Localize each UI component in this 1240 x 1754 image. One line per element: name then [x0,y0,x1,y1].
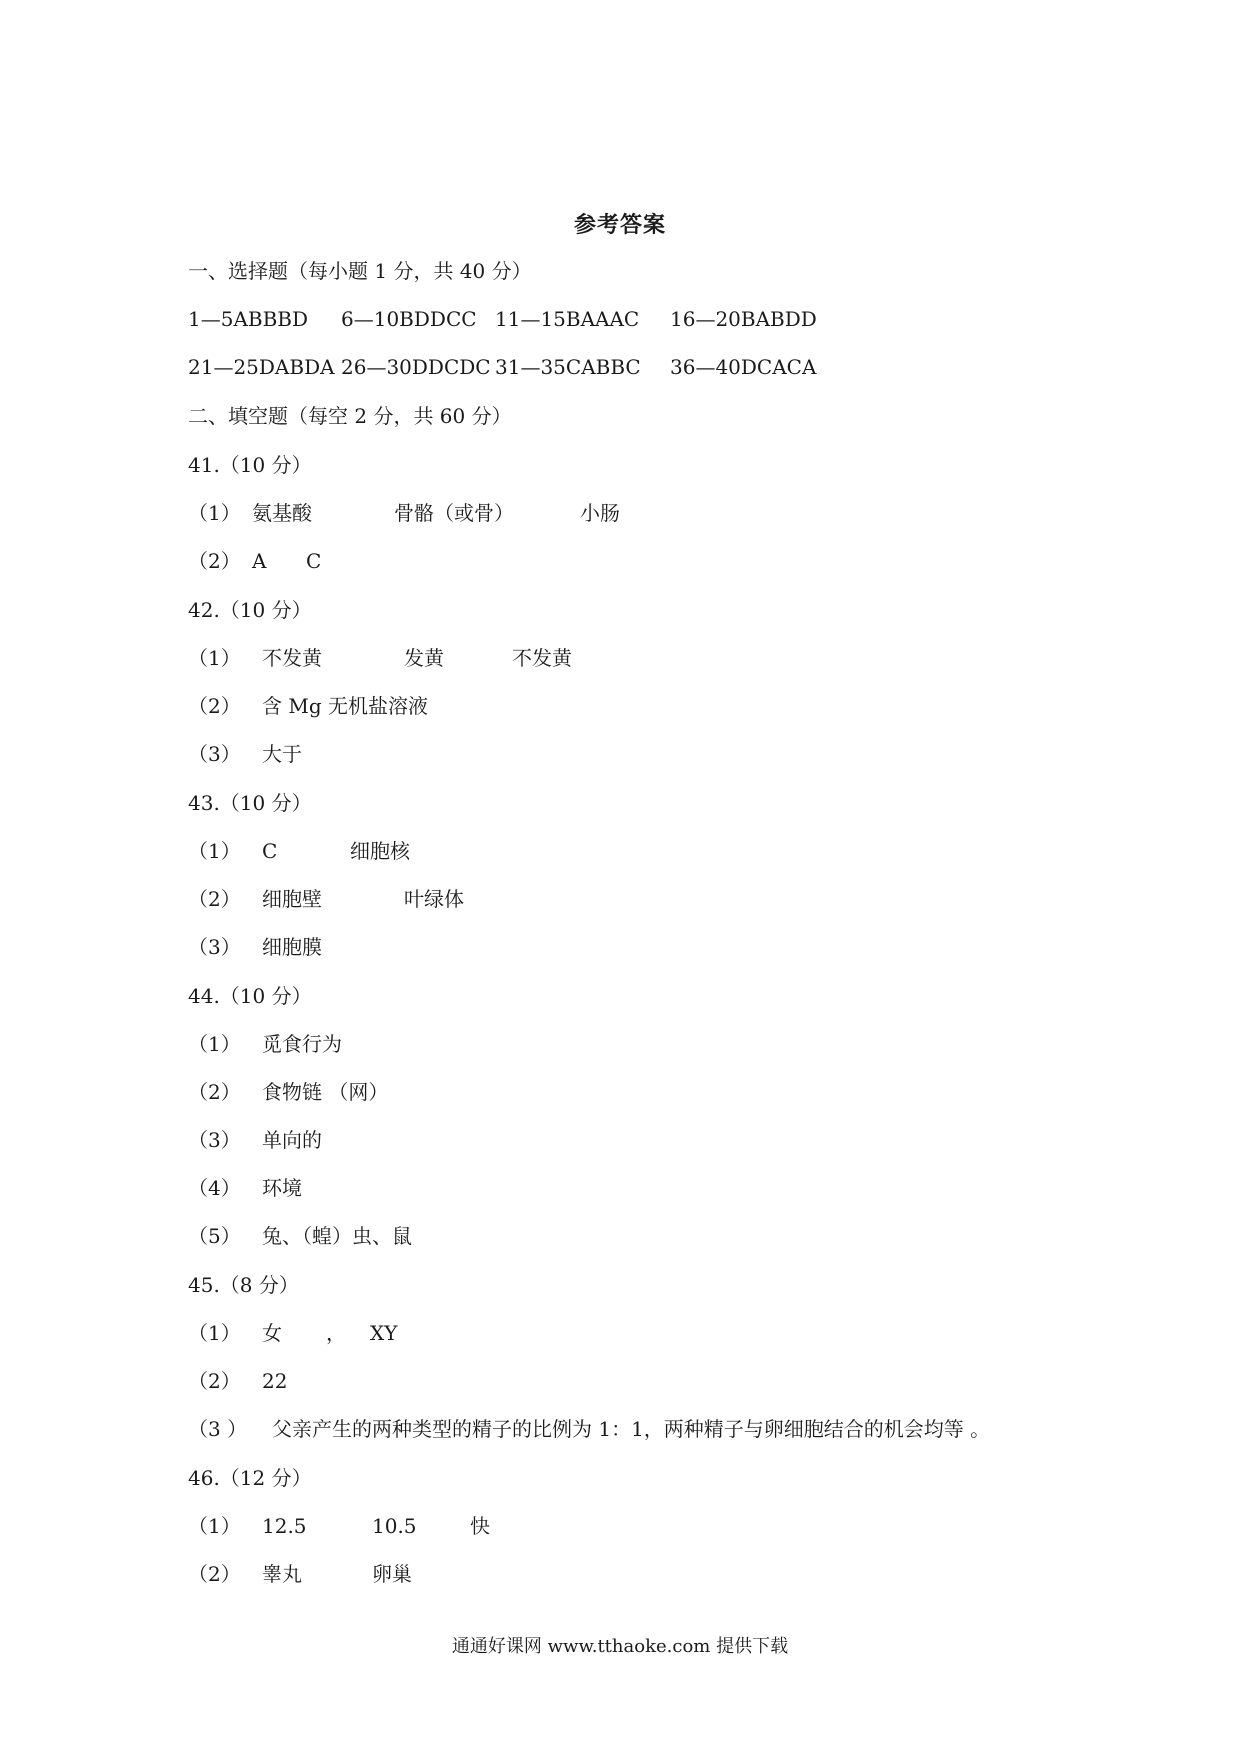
sub-question-label: （1） [188,839,241,863]
answer-text: 骨骼（或骨） [394,501,514,525]
question-header-44: 44.（10 分） [188,984,312,1008]
choice-answer-group: 21—25DABDA [188,355,335,379]
answer-text: 10.5 [372,1514,417,1538]
sub-question-label: （2） [188,694,241,718]
answer-text: 22 [262,1369,288,1393]
answer-text: 觅食行为 [262,1032,342,1056]
sub-question-label: （2） [188,1080,241,1104]
question-header-46: 46.（12 分） [188,1466,312,1490]
answer-text: 睾丸 [262,1562,302,1586]
answer-text: 大于 [262,742,302,766]
answer-text: 发黄 [404,646,444,670]
section-heading-choice: 一、选择题（每小题 1 分，共 40 分） [188,259,532,283]
answer-text: 父亲产生的两种类型的精子的比例为 1：1，两种精子与卵细胞结合的机会均等 。 [272,1417,991,1441]
answer-text: C [306,549,322,573]
question-header-43: 43.（10 分） [188,791,312,815]
answer-text: 氨基酸 [252,501,312,525]
answer-text: 食物链 （网） [262,1080,389,1104]
sub-question-label: （1） [188,1321,241,1345]
page-title: 参考答案 [573,212,666,238]
answer-text: 细胞核 [350,839,410,863]
answer-text: 小肠 [580,501,620,525]
answer-text: 单向的 [262,1128,322,1152]
answer-text: 环境 [262,1176,302,1200]
sub-question-label: （5） [188,1224,241,1248]
answer-text: 不发黄 [262,646,322,670]
choice-answer-group: 16—20BABDD [670,307,817,331]
sub-question-label: （1） [188,501,241,525]
choice-answer-group: 6—10BDDCC [341,307,477,331]
answer-separator: ， [326,1321,346,1345]
answer-text: 细胞壁 [262,887,322,911]
sub-question-label: （3） [188,1128,241,1152]
choice-answer-group: 31—35CABBC [495,355,641,379]
answer-text: 不发黄 [512,646,572,670]
answer-text: 12.5 [262,1514,307,1538]
answer-text: 女 [262,1321,282,1345]
sub-question-label: （2） [188,549,241,573]
sub-question-label: （3） [188,742,241,766]
choice-answer-group: 26—30DDCDC [341,355,491,379]
sub-question-label: （2） [188,887,241,911]
question-header-41: 41.（10 分） [188,453,312,477]
sub-question-label: （3） [188,935,241,959]
answer-text: 卵巢 [372,1562,412,1586]
answer-text: 细胞膜 [262,935,322,959]
sub-question-label: （1） [188,1514,241,1538]
choice-answer-group: 11—15BAAAC [495,307,640,331]
answer-text: 兔、（蝗）虫、鼠 [262,1224,412,1248]
sub-question-label: （4） [188,1176,241,1200]
question-header-45: 45.（8 分） [188,1273,299,1297]
page-footer: 通通好课网 www.tthaoke.com 提供下载 [451,1636,789,1657]
sub-question-label: （3 ） [188,1417,248,1441]
answer-text: XY [370,1321,398,1345]
question-header-42: 42.（10 分） [188,598,312,622]
sub-question-label: （1） [188,1032,241,1056]
answer-text: 含 Mg 无机盐溶液 [262,694,428,718]
section-heading-fill: 二、填空题（每空 2 分，共 60 分） [188,404,512,428]
answer-text: A [252,549,267,573]
sub-question-label: （2） [188,1369,241,1393]
sub-question-label: （2） [188,1562,241,1586]
answer-text: 快 [470,1514,490,1538]
answer-text: 叶绿体 [404,887,464,911]
choice-answer-group: 1—5ABBBD [188,307,309,331]
sub-question-label: （1） [188,646,241,670]
answer-text: C [262,839,278,863]
choice-answer-group: 36—40DCACA [670,355,817,379]
